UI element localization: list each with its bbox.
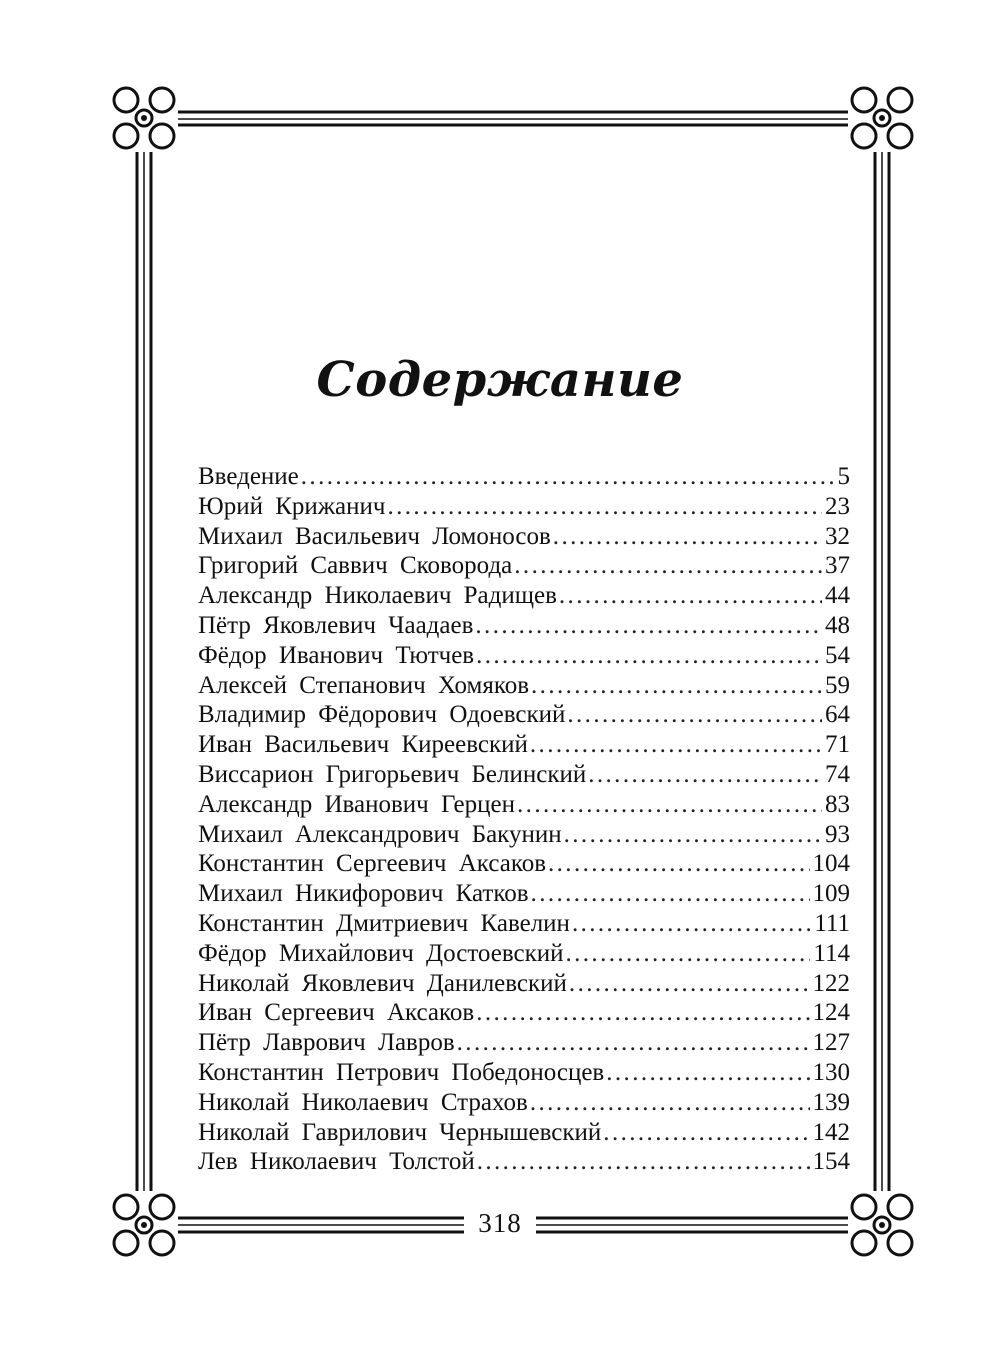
toc-entry-title: Михаил Васильевич Ломоносов <box>198 522 551 550</box>
toc-entry-title: Иван Васильевич Киреевский <box>198 731 528 759</box>
toc-entry-title: Григорий Саввич Сковорода <box>198 552 513 580</box>
toc-leader-dots <box>603 1118 809 1148</box>
toc-entry <box>198 700 850 730</box>
toc-entry-page: 130 <box>812 1058 850 1086</box>
toc-leader-dots <box>569 969 810 999</box>
toc-entry-title: Владимир Фёдорович Одоевский <box>198 701 566 729</box>
toc-entry-title: Николай Николаевич Страхов <box>198 1088 528 1116</box>
page-title: Содержание <box>316 352 684 408</box>
toc-entry-title: Юрий Крижанич <box>198 492 386 520</box>
toc-entry-page: 142 <box>812 1118 850 1146</box>
toc-entry-page: 127 <box>812 1029 850 1057</box>
toc-entry-page: 83 <box>825 790 850 818</box>
toc-leader-dots <box>531 879 810 909</box>
toc-leader-dots <box>301 462 835 492</box>
toc-leader-dots <box>530 730 822 760</box>
toc-entry-title: Александр Иванович Герцен <box>198 790 516 818</box>
toc-entry-title: Фёдор Михайлович Достоевский <box>198 939 564 967</box>
toc-entry <box>198 969 850 999</box>
toc-leader-dots <box>531 671 822 701</box>
toc-leader-dots <box>548 849 810 879</box>
toc-leader-dots <box>567 700 822 730</box>
toc-entry-title: Константин Петрович Победоносцев <box>198 1058 605 1086</box>
toc-leader-dots <box>475 611 822 641</box>
toc-leader-dots <box>517 790 822 820</box>
toc-leader-dots <box>553 522 822 552</box>
toc-leader-dots <box>606 1058 809 1088</box>
toc-entry <box>198 879 850 909</box>
toc-entry <box>198 998 850 1028</box>
toc-entry <box>198 760 850 790</box>
toc-entry <box>198 790 850 820</box>
toc-entry <box>198 611 850 641</box>
toc-entry-page: 93 <box>825 820 850 848</box>
toc-entry-title: Александр Николаевич Радищев <box>198 582 557 610</box>
toc-entry <box>198 1028 850 1058</box>
toc-entry-page: 122 <box>812 969 850 997</box>
toc-leader-dots <box>457 1028 810 1058</box>
toc-entry <box>198 939 850 969</box>
toc-entry <box>198 551 850 581</box>
toc-entry <box>198 1147 850 1177</box>
toc-entry-title: Пётр Яковлевич Чаадаев <box>198 611 474 639</box>
toc-entry-page: 37 <box>825 552 850 580</box>
toc-leader-dots <box>564 820 822 850</box>
toc-entry-title: Николай Яковлевич Данилевский <box>198 969 567 997</box>
toc-entry-page: 139 <box>812 1088 850 1116</box>
left-border <box>137 100 151 1244</box>
toc-leader-dots <box>514 551 822 581</box>
table-of-contents <box>198 462 850 1177</box>
toc-entry <box>198 462 850 492</box>
toc-leader-dots <box>476 641 822 671</box>
toc-entry-page: 154 <box>812 1148 850 1176</box>
toc-entry-page: 48 <box>825 611 850 639</box>
toc-entry <box>198 849 850 879</box>
top-border <box>128 112 880 125</box>
toc-entry-title: Константин Сергеевич Аксаков <box>198 850 546 878</box>
toc-entry-title: Николай Гаврилович Чернышевский <box>198 1118 602 1146</box>
toc-entry <box>198 1058 850 1088</box>
toc-entry-page: 71 <box>825 731 850 759</box>
toc-entry-title: Алексей Степанович Хомяков <box>198 671 530 699</box>
toc-entry-title: Введение <box>198 463 299 490</box>
toc-entry-page: 111 <box>814 909 850 937</box>
toc-entry <box>198 671 850 701</box>
toc-entry-page: 23 <box>825 492 850 520</box>
corner-ornament-top-right <box>848 84 916 152</box>
toc-entry <box>198 581 850 611</box>
toc-entry <box>198 641 850 671</box>
toc-entry-title: Михаил Никифорович Катков <box>198 880 529 908</box>
toc-entry-title: Виссарион Григорьевич Белинский <box>198 760 587 788</box>
right-border <box>875 100 889 1244</box>
toc-leader-dots <box>588 760 822 790</box>
toc-entry-title: Пётр Лаврович Лавров <box>198 1029 455 1057</box>
toc-entry-page: 104 <box>812 850 850 878</box>
toc-entry-page: 59 <box>825 671 850 699</box>
toc-entry-title: Михаил Александрович Бакунин <box>198 820 562 848</box>
toc-leader-dots <box>530 1088 810 1118</box>
toc-leader-dots <box>387 492 822 522</box>
toc-leader-dots <box>572 909 811 939</box>
toc-entry <box>198 820 850 850</box>
toc-entry <box>198 1088 850 1118</box>
toc-entry-page: 32 <box>825 522 850 550</box>
toc-leader-dots <box>559 581 822 611</box>
toc-entry-page: 74 <box>825 760 850 788</box>
toc-entry-page: 109 <box>812 880 850 908</box>
toc-entry <box>198 492 850 522</box>
toc-entry-page: 44 <box>825 582 850 610</box>
toc-entry-page: 64 <box>825 701 850 729</box>
toc-leader-dots <box>476 998 809 1028</box>
toc-entry-title: Константин Дмитриевич Кавелин <box>198 909 570 937</box>
toc-entry <box>198 522 850 552</box>
toc-entry-page: 124 <box>812 999 850 1027</box>
toc-entry-page: 114 <box>813 939 850 967</box>
toc-entry <box>198 909 850 939</box>
toc-leader-dots <box>565 939 810 969</box>
toc-entry-title: Фёдор Иванович Тютчев <box>198 641 475 669</box>
toc-entry <box>198 1118 850 1148</box>
toc-entry-title: Лев Николаевич Толстой <box>198 1148 475 1176</box>
toc-leader-dots <box>477 1147 810 1177</box>
toc-entry-page: 54 <box>825 641 850 669</box>
page-number <box>0 1208 1000 1239</box>
page-number-text: 318 <box>464 1208 536 1238</box>
toc-entry-page: 5 <box>837 463 850 490</box>
toc-entry-title: Иван Сергеевич Аксаков <box>198 999 475 1027</box>
toc-entry <box>198 730 850 760</box>
corner-ornament-top-left <box>110 84 178 152</box>
